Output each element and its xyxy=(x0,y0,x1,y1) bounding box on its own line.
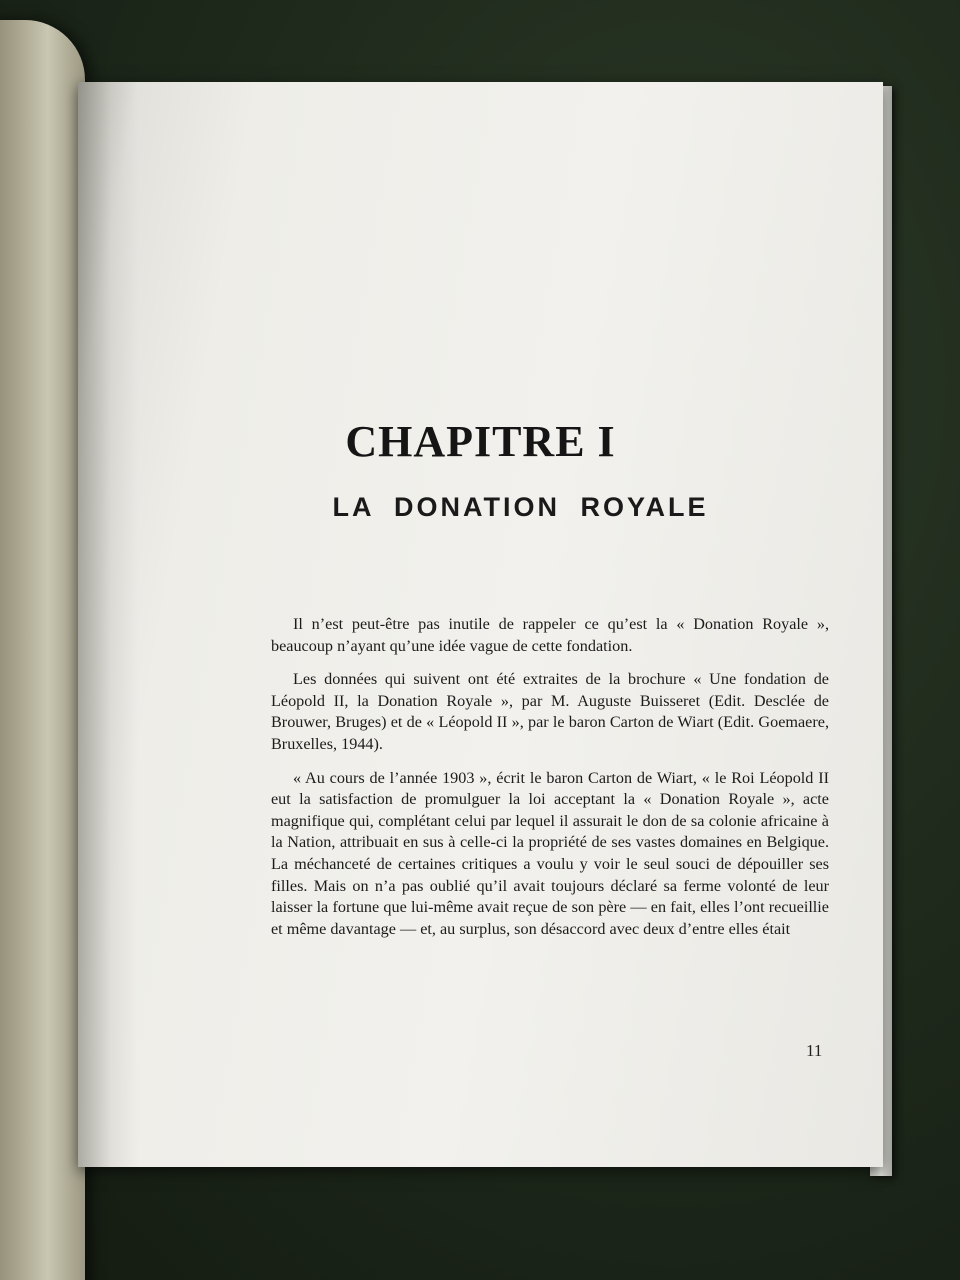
chapter-subtitle: LA DONATION ROYALE xyxy=(332,492,709,522)
chapter-title: CHAPITRE I xyxy=(345,417,616,466)
gutter-shadow xyxy=(78,82,138,1167)
body-text xyxy=(271,614,829,952)
paragraph: « Au cours de l’année 1903 », écrit le baron Carton de Wiart, « le Roi Léopold II eut la satisfaction de promulguer la loi acceptant la « Donation Royale », acte magnifique qui, complétant celui par lequel il assurait le don de sa colonie africaine à la Nation, attribuait en sus à celle-ci la propriété de ses vastes domaines en Belgique. La méchanceté de certaines critiques a voulu y voir le seul souci de dépouiller ses filles. Mais on n’a pas oublié qu’il avait toujours déclaré sa ferme volonté de leur laisser la fortune que lui-même avait reçue de son père — en fait, elles l’ont recueillie et même davantage — et, au surplus, son désaccord avec deux d’entre elles était xyxy=(271,768,829,938)
book-page xyxy=(78,82,883,1167)
page-number: 11 xyxy=(806,1041,823,1060)
paragraph: Les données qui suivent ont été extraites de la brochure « Une fondation de Léopold II, la Donation Royale », par M. Auguste Buisseret (Edit. Desclée de Brouwer, Bruges) et de « Léopold II », par le baron Carton de Wiart (Edit. Goemaere, Bruxelles, 1944). xyxy=(271,670,829,753)
paragraph: Il n’est peut-être pas inutile de rappeler ce qu’est la « Donation Royale », beaucoup n’ayant qu’une idée vague de cette fondation. xyxy=(271,615,829,655)
left-page-edge xyxy=(0,20,85,1280)
